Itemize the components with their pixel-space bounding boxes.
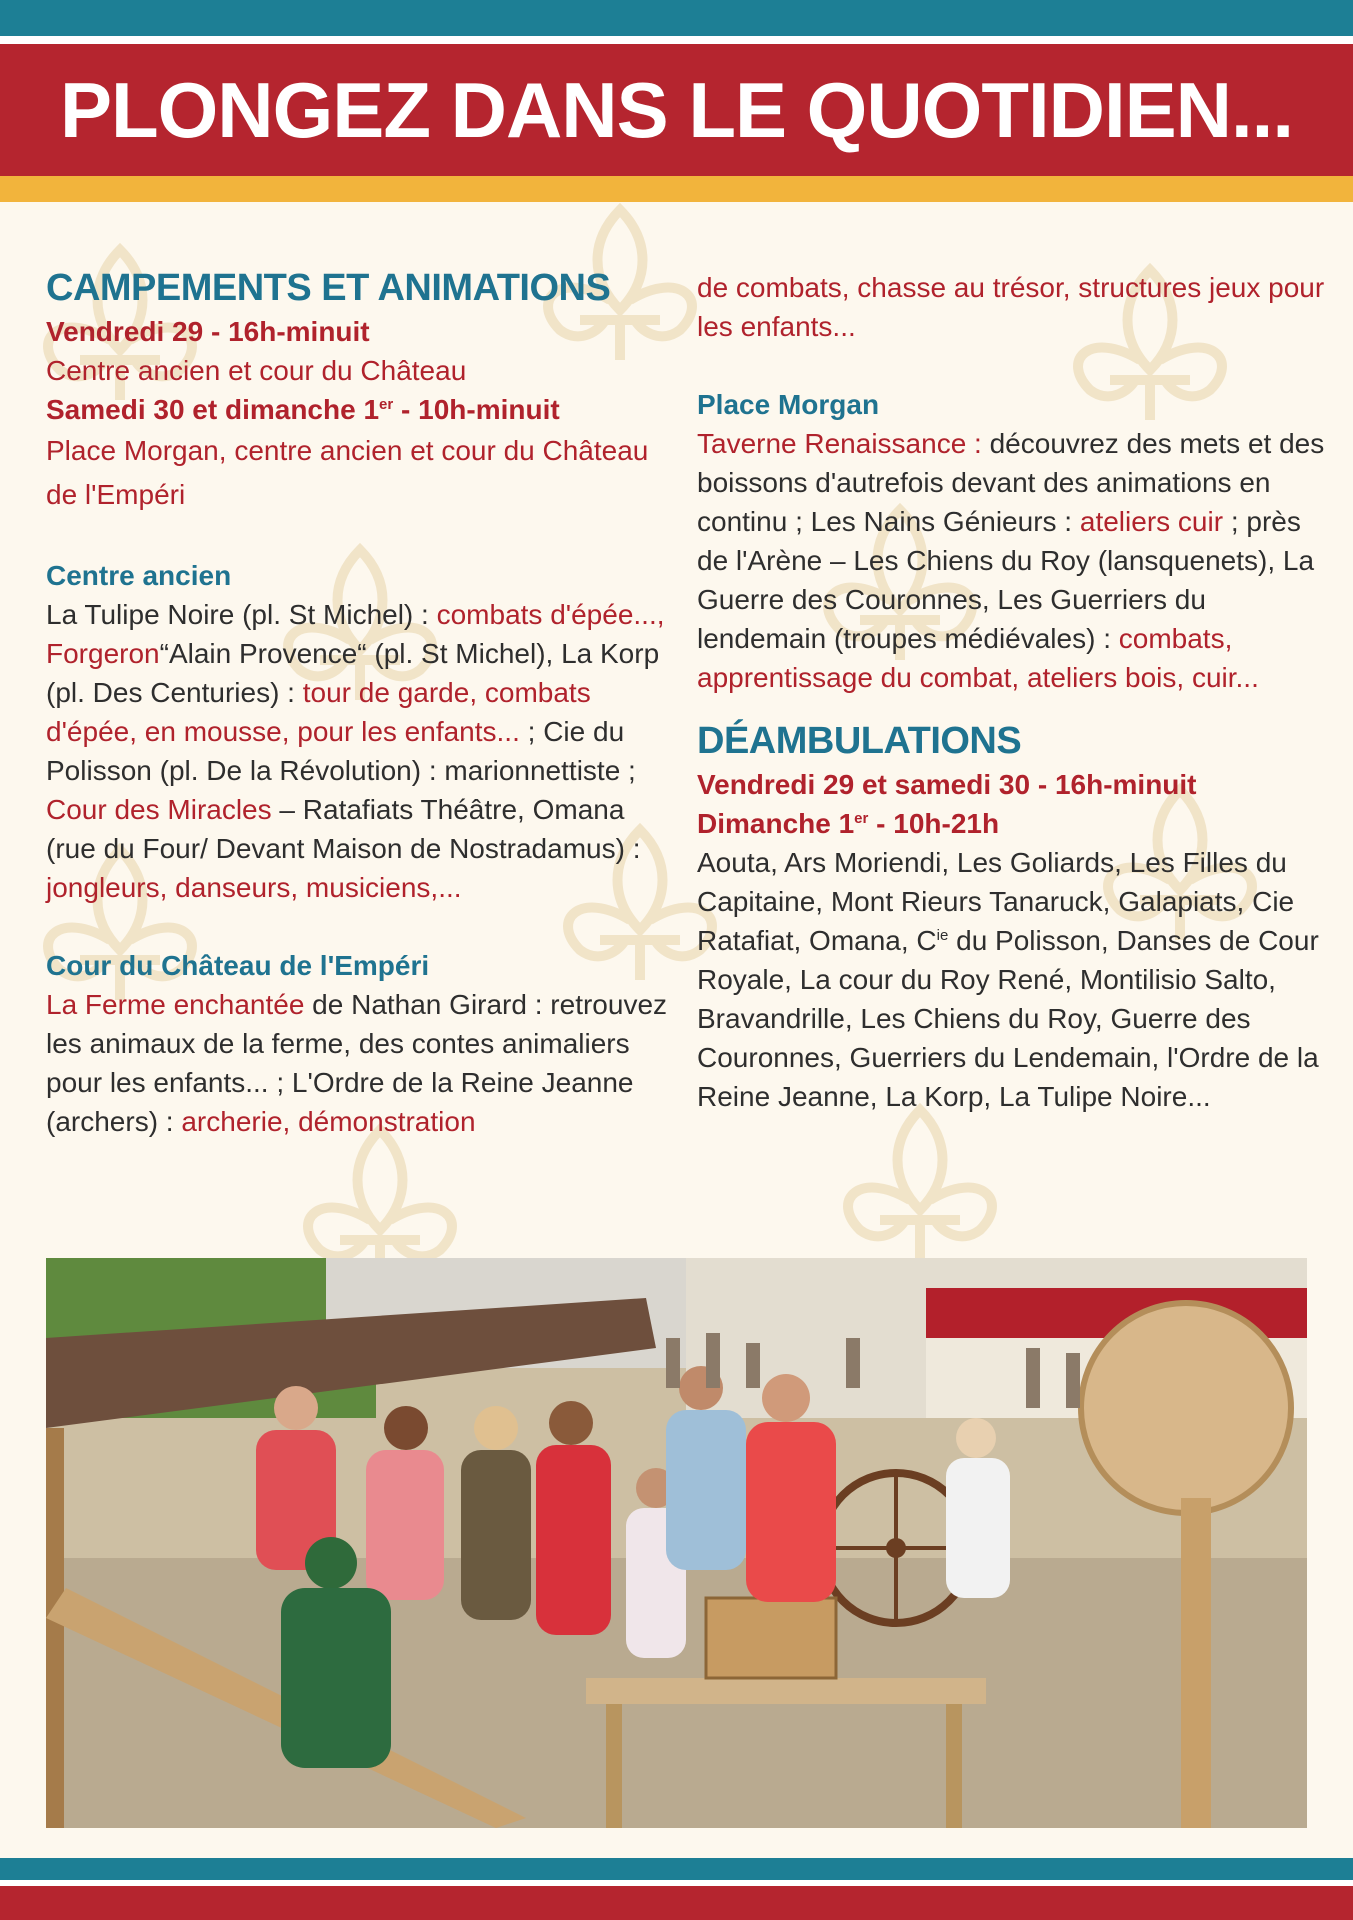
date-deamb-2: Dimanche 1er - 10h-21h [697, 808, 1000, 839]
right-column [697, 268, 1327, 1116]
page-title: PLONGEZ DANS LE QUOTIDIEN... [59, 65, 1294, 154]
date-deamb-1: Vendredi 29 et samedi 30 - 16h-minuit [697, 769, 1197, 800]
top-blue-stripe [0, 0, 1353, 36]
left-column [46, 264, 676, 1141]
section-title-deambulations: DÉAMBULATIONS [697, 720, 1022, 762]
gold-stripe [0, 176, 1353, 202]
deambulations-text: Aouta, Ars Moriendi, Les Goliards, Les Filles du Capitaine, Mont Rieurs Tanaruck, Galapiats, Cie Ratafiat, Omana, $C^{ie}$ du Polisson, Danses de Cour Royale, La cour du Roy René, Montilisio Salto, Bravandrille, Les Chiens du Roy, Guerre des Couronnes, Guerriers du Lendemain, l'Ordre de la Reine Jeanne, La Korp, La Tulipe Noire... [697, 847, 1319, 1112]
title-banner [0, 44, 1353, 176]
continued-text: de combats, chasse au trésor, structures jeux pour les enfants... [697, 272, 1325, 342]
market-photo [46, 1258, 1307, 1828]
place-friday: Centre ancien et cour du Château [46, 355, 467, 386]
date-friday: Vendredi 29 - 16h-minuit [46, 316, 370, 347]
bottom-red-stripe [0, 1886, 1353, 1920]
bottom-blue-stripe [0, 1858, 1353, 1880]
date-weekend: Samedi 30 et dimanche 1er - 10h-minuit [46, 394, 560, 425]
subtitle-centre-ancien: Centre ancien [46, 560, 232, 591]
section-title-campements: CAMPEMENTS ET ANIMATIONS [46, 267, 611, 309]
cour-chateau-text: La Ferme enchantée de Nathan Girard : retrouvez les animaux de la ferme, des contes animaliers pour les enfants... ; L'Ordre de la Reine Jeanne (archers) : archerie, démonstration [46, 989, 668, 1137]
top-white-gap [0, 36, 1353, 44]
subtitle-cour-chateau: Cour du Château de l'Empéri [46, 950, 430, 981]
centre-ancien-text: La Tulipe Noire (pl. St Michel) : combats d'épée..., Forgeron“Alain Provence“ (pl. St Michel), La Korp (pl. Des Centuries) : tour de garde, combats d'épée, en mousse, pour les enfants... ; Cie du Polisson (pl. De la Révolution) : marionnettiste ; Cour des Miracles – Ratafiats Théâtre, Omana (rue du Four/ Devant Maison de Nostradamus) : jongleurs, danseurs, musiciens,... [46, 599, 665, 903]
place-morgan-text: Taverne Renaissance : découvrez des mets et des boissons d'autrefois devant des animations en continu ; Les Nains Génieurs : ateliers cuir ; près de l'Arène – Les Chiens du Roy (lansquenets), La Guerre des Couronnes, Les Guerriers du lendemain (troupes médiévales) : combats, apprentissage du combat, ateliers bois, cuir... [697, 428, 1325, 693]
subtitle-place-morgan: Place Morgan [697, 389, 880, 420]
place-weekend: Place Morgan, centre ancien et cour du Château de l'Empéri [46, 435, 649, 510]
